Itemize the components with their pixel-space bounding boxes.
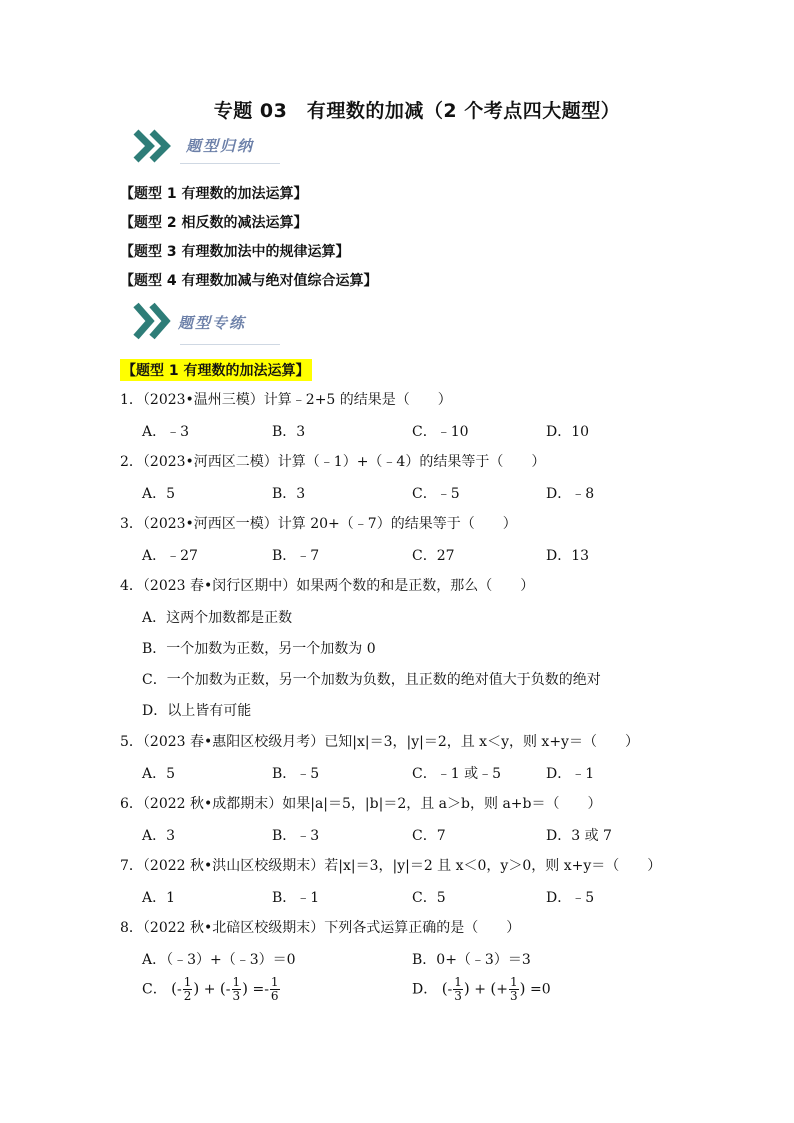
double-chevron-icon — [130, 299, 180, 343]
fraction: $\frac{1}{3}$ — [454, 975, 462, 1003]
question-2-option-a: A．5 — [142, 486, 176, 502]
toc-item-1: 【题型 1 有理数的加法运算】 — [120, 186, 308, 202]
question-5-option-a: A．5 — [142, 766, 176, 782]
question-1-option-a: A．﹣3 — [142, 424, 190, 440]
banner-summary — [130, 126, 280, 166]
question-8-option-d: D． (- $\frac{1}{3}$ ) + (+ $\frac{1}{3}$ ) =0 — [412, 975, 551, 1003]
question-5-stem: 5．（2023 春•惠阳区校级月考）已知|x|＝3，|y|＝2，且 x＜y，则 x+y＝（ ） — [120, 734, 639, 750]
question-6-option-d: D．3 或 7 — [546, 828, 612, 844]
question-4-stem: 4．（2023 春•闵行区期中）如果两个数的和是正数，那么（ ） — [120, 578, 535, 594]
question-1-option-d: D．10 — [546, 424, 590, 440]
question-6-option-b: B．﹣3 — [272, 828, 320, 844]
question-7-option-d: D．﹣5 — [546, 890, 595, 906]
fraction-sign: - — [264, 981, 269, 998]
question-5-option-d: D．﹣1 — [546, 766, 595, 782]
question-1-stem: 1．（2023•温州三模）计算﹣2+5 的结果是（ ） — [120, 392, 452, 408]
question-4-option-c: C．一个加数为正数，另一个加数为负数，且正数的绝对值大于负数的绝对 — [142, 672, 601, 688]
banner-summary-label: 题型归纳 — [186, 137, 255, 155]
question-8-option-b: B．0+（﹣3）＝3 — [412, 952, 531, 968]
section-heading: 【题型 1 有理数的加法运算】 — [120, 359, 312, 381]
toc-item-2: 【题型 2 相反数的减法运算】 — [120, 215, 308, 231]
question-2-option-d: D．﹣8 — [546, 486, 595, 502]
option-d-label: D． — [412, 981, 438, 998]
fraction-sign: + — [496, 981, 509, 998]
question-7-option-a: A．1 — [142, 890, 176, 906]
question-8-option-c: C． (- $\frac{1}{2}$ ) + (- $\frac{1}{3}$ ) =- $\frac{1}{6}$ — [142, 975, 279, 1003]
question-2-stem: 2．（2023•河西区二模）计算（﹣1）+（﹣4）的结果等于（ ） — [120, 454, 546, 470]
question-4-option-b: B．一个加数为正数，另一个加数为 0 — [142, 641, 376, 657]
result-value: 0 — [541, 981, 551, 998]
question-5-option-b: B．﹣5 — [272, 766, 320, 782]
toc-item-3: 【题型 3 有理数加法中的规律运算】 — [120, 244, 350, 260]
question-4-option-d: D．以上皆有可能 — [142, 703, 252, 719]
fraction-sign: - — [225, 981, 231, 998]
question-3-option-d: D．13 — [546, 548, 590, 564]
fraction: $\frac{1}{3}$ — [232, 975, 241, 1003]
question-7-option-b: B．﹣1 — [272, 890, 320, 906]
question-1-option-c: C．﹣10 — [412, 424, 469, 440]
question-7-option-c: C．5 — [412, 890, 446, 906]
banner-underline — [180, 163, 280, 164]
fraction: $\frac{1}{2}$ — [183, 975, 192, 1003]
question-3-option-a: A．﹣27 — [142, 548, 198, 564]
fraction-sign: - — [177, 981, 182, 998]
question-8-stem: 8．（2022 秋•北碚区校级期末）下列各式运算正确的是（ ） — [120, 920, 521, 936]
question-1-option-b: B．3 — [272, 424, 306, 440]
fraction: $\frac{1}{3}$ — [510, 975, 518, 1003]
question-2-option-b: B．3 — [272, 486, 306, 502]
question-3-stem: 3．（2023•河西区一模）计算 20+（﹣7）的结果等于（ ） — [120, 516, 517, 532]
banner-practice-label: 题型专练 — [178, 314, 247, 332]
question-6-option-a: A．3 — [142, 828, 176, 844]
question-3-option-c: C．27 — [412, 548, 455, 564]
question-3-option-b: B．﹣7 — [272, 548, 320, 564]
banner-underline — [180, 344, 280, 345]
question-2-option-c: C．﹣5 — [412, 486, 460, 502]
toc-item-4: 【题型 4 有理数加减与绝对值综合运算】 — [120, 273, 378, 289]
question-5-option-c: C．﹣1 或﹣5 — [412, 766, 501, 782]
question-4-option-a: A．这两个加数都是正数 — [142, 610, 293, 626]
fraction-sign: - — [447, 981, 453, 998]
option-c-label: C． — [142, 981, 167, 998]
double-chevron-icon — [130, 126, 180, 166]
fraction: $\frac{1}{6}$ — [270, 975, 279, 1003]
question-7-stem: 7．（2022 秋•洪山区校级期末）若|x|＝3，|y|＝2 且 x＜0，y＞0，则 x+y＝（ ） — [120, 858, 662, 874]
page-title: 专题 03 有理数的加减（2 个考点四大题型） — [213, 100, 621, 122]
banner-practice — [130, 299, 280, 339]
question-6-option-c: C．7 — [412, 828, 446, 844]
question-6-stem: 6．（2022 秋•成都期末）如果|a|＝5，|b|＝2，且 a＞b，则 a+b＝（ ） — [120, 796, 602, 812]
question-8-option-a: A．（﹣3）+（﹣3）＝0 — [142, 952, 296, 968]
